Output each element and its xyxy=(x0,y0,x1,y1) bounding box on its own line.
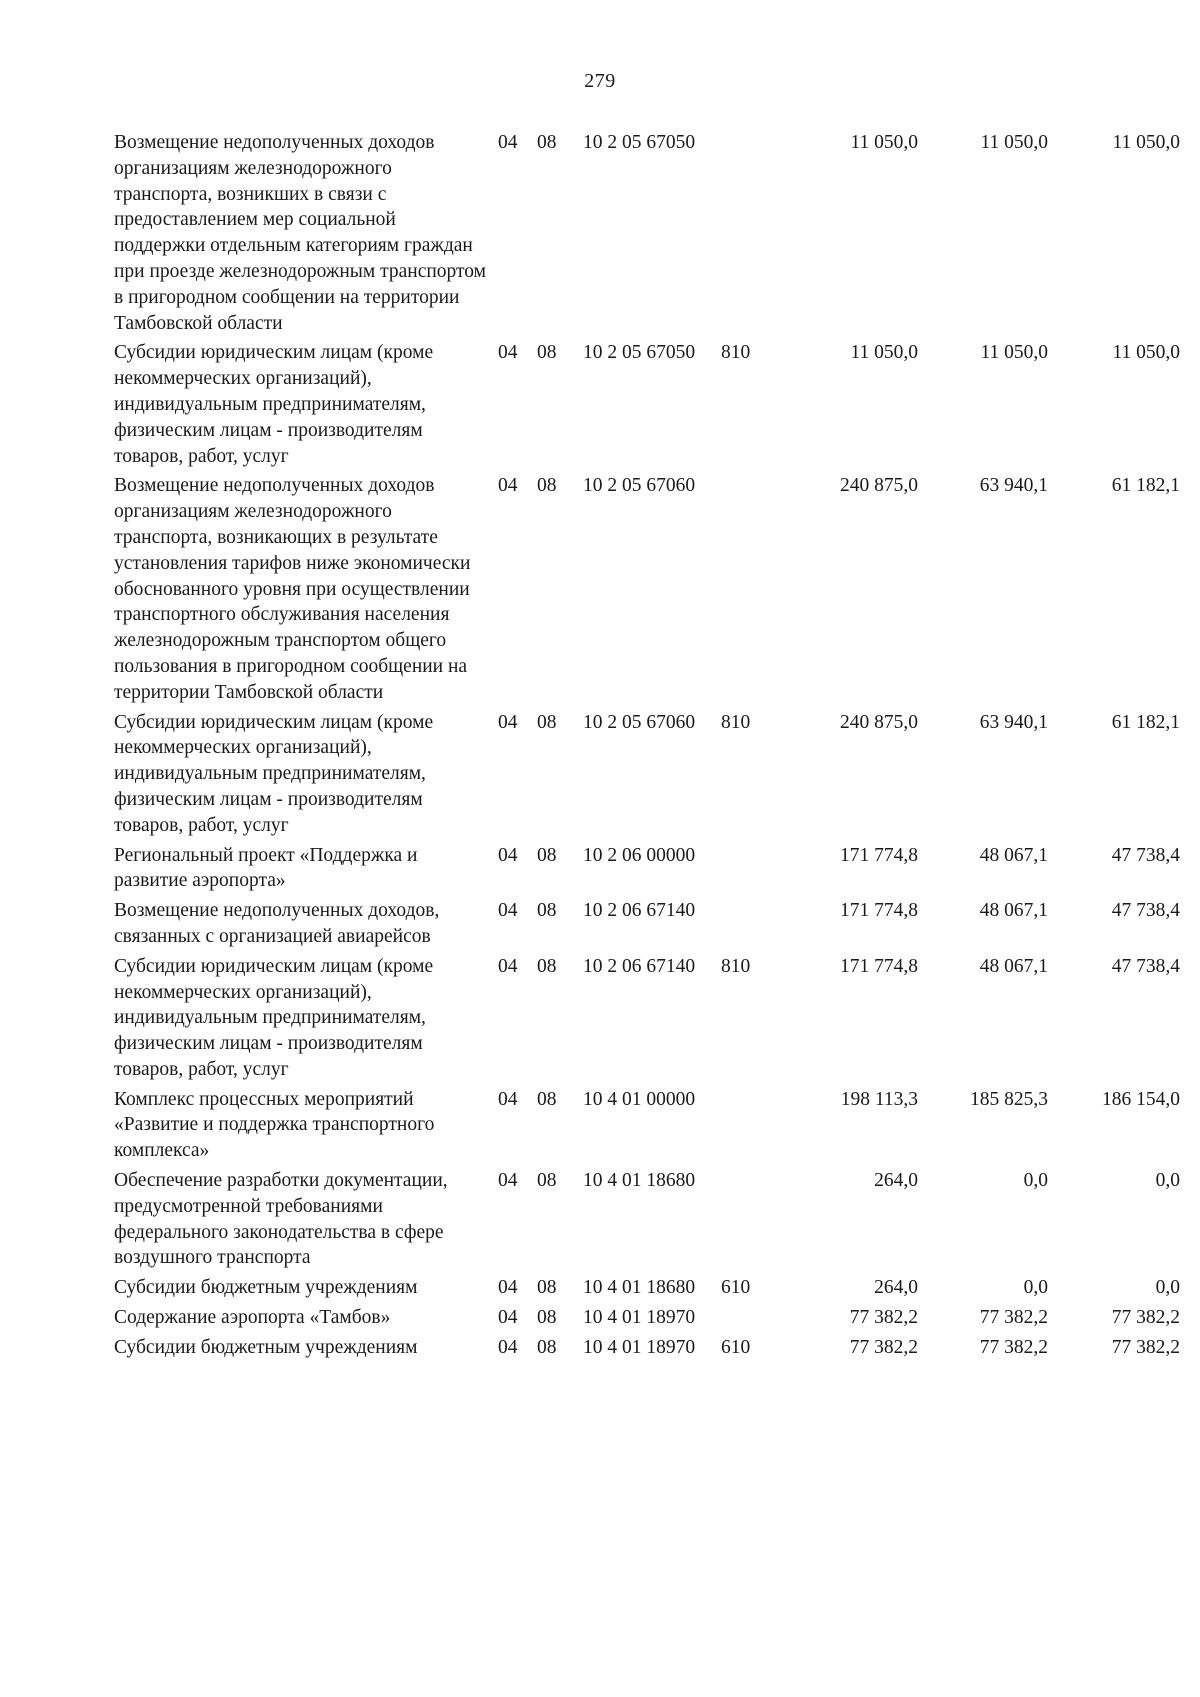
row-expense-type: 810 xyxy=(721,711,751,733)
budget-table xyxy=(114,130,1180,1361)
row-target-code: 10 2 06 67140 xyxy=(583,900,696,922)
row-target-code: 10 4 01 18680 xyxy=(583,1170,696,1192)
row-amount-3: 11 050,0 xyxy=(1112,132,1180,153)
page-number: 279 xyxy=(584,70,616,92)
row-amount-3: 47 738,4 xyxy=(1111,844,1180,866)
row-target-code: 10 2 06 67140 xyxy=(583,955,696,977)
row-amount-3: 61 182,1 xyxy=(1111,475,1180,497)
row-amount-1: 171 774,8 xyxy=(840,955,918,977)
row-target-code: 10 4 01 18970 xyxy=(583,1307,696,1329)
row-description: Возмещение недополученных доходов, связанных с организацией авиарейсов xyxy=(114,900,440,947)
row-amount-2: 77 382,2 xyxy=(979,1336,1048,1358)
row-description: Обеспечение разработки документации, предусмотренной требованиями федерального законодательства в сфере воздушного транспорта xyxy=(114,1170,448,1269)
row-amount-1: 171 774,8 xyxy=(840,844,918,866)
row-amount-3: 77 382,2 xyxy=(1111,1307,1180,1329)
row-amount-2: 48 067,1 xyxy=(979,900,1048,922)
table-row xyxy=(114,1275,1180,1301)
row-expense-type: 810 xyxy=(721,342,751,364)
row-subsection: 08 xyxy=(537,1088,557,1110)
row-amount-3: 186 154,0 xyxy=(1102,1088,1180,1110)
row-description: Субсидии юридическим лицам (кроме некоммерческих организаций), индивидуальным предпринимателям, физическим лицам - производителям товаров, работ, услуг xyxy=(114,955,434,1080)
row-section: 04 xyxy=(498,900,518,922)
row-description: Субсидии юридическим лицам (кроме некоммерческих организаций), индивидуальным предпринимателям, физическим лицам - производителям товаров, работ, услуг xyxy=(114,711,434,836)
row-subsection: 08 xyxy=(537,900,557,922)
table-row xyxy=(114,1168,1180,1271)
row-amount-2: 63 940,1 xyxy=(979,475,1048,497)
row-amount-1: 240 875,0 xyxy=(840,711,918,733)
row-subsection: 08 xyxy=(537,1336,557,1358)
row-amount-1: 77 382,2 xyxy=(849,1336,918,1358)
row-target-code: 10 4 01 18680 xyxy=(583,1277,696,1299)
row-expense-type: 810 xyxy=(721,955,751,977)
row-target-code: 10 2 05 67050 xyxy=(583,132,696,153)
row-amount-3: 0,0 xyxy=(1155,1170,1180,1192)
row-amount-3: 61 182,1 xyxy=(1111,711,1180,733)
row-amount-1: 264,0 xyxy=(874,1170,918,1192)
row-amount-1: 11 050,0 xyxy=(850,132,918,153)
row-amount-3: 0,0 xyxy=(1155,1277,1180,1299)
table-body xyxy=(114,130,1180,1361)
row-section: 04 xyxy=(498,1088,518,1110)
row-subsection: 08 xyxy=(537,955,557,977)
row-amount-2: 185 825,3 xyxy=(970,1088,1048,1110)
row-section: 04 xyxy=(498,475,518,497)
row-amount-2: 0,0 xyxy=(1023,1277,1048,1299)
row-description: Возмещение недополученных доходов организациям железнодорожного транспорта, возникающих в результате установления тарифов ниже экономически обоснованного уровня при осуществлении транспортного обслуживания населения железнодорожным транспортом общего пользования в пригородном сообщении на территории Тамбовской области xyxy=(114,475,471,703)
row-target-code: 10 2 06 00000 xyxy=(583,844,696,866)
row-amount-2: 48 067,1 xyxy=(979,955,1048,977)
table-row xyxy=(114,954,1180,1083)
row-section: 04 xyxy=(498,711,518,733)
row-amount-1: 264,0 xyxy=(874,1277,918,1299)
row-target-code: 10 2 05 67050 xyxy=(583,342,696,364)
row-subsection: 08 xyxy=(537,844,557,866)
row-amount-1: 240 875,0 xyxy=(840,475,918,497)
row-section: 04 xyxy=(498,132,518,153)
row-amount-3: 47 738,4 xyxy=(1111,900,1180,922)
row-description: Субсидии юридическим лицам (кроме некоммерческих организаций), индивидуальным предпринимателям, физическим лицам - производителям товаров, работ, услуг xyxy=(114,342,434,467)
table-row xyxy=(114,710,1180,839)
row-target-code: 10 2 05 67060 xyxy=(583,711,696,733)
row-target-code: 10 4 01 18970 xyxy=(583,1336,696,1358)
row-amount-1: 11 050,0 xyxy=(850,342,918,364)
row-section: 04 xyxy=(498,955,518,977)
row-amount-3: 11 050,0 xyxy=(1112,342,1180,364)
table-row xyxy=(114,898,1180,950)
row-section: 04 xyxy=(498,844,518,866)
row-amount-3: 77 382,2 xyxy=(1111,1336,1180,1358)
table-row xyxy=(114,1305,1180,1331)
row-subsection: 08 xyxy=(537,342,557,364)
table-row xyxy=(114,1087,1180,1164)
row-section: 04 xyxy=(498,1307,518,1329)
table-row xyxy=(114,130,1180,336)
table-row xyxy=(114,1335,1180,1361)
row-amount-1: 77 382,2 xyxy=(849,1307,918,1329)
row-target-code: 10 4 01 00000 xyxy=(583,1088,696,1110)
table-row xyxy=(114,473,1180,705)
row-description: Субсидии бюджетным учреждениям xyxy=(114,1277,418,1299)
row-subsection: 08 xyxy=(537,1170,557,1192)
row-amount-2: 11 050,0 xyxy=(980,132,1048,153)
row-section: 04 xyxy=(498,342,518,364)
row-subsection: 08 xyxy=(537,1277,557,1299)
row-section: 04 xyxy=(498,1277,518,1299)
row-target-code: 10 2 05 67060 xyxy=(583,475,696,497)
row-section: 04 xyxy=(498,1336,518,1358)
row-amount-3: 47 738,4 xyxy=(1111,955,1180,977)
row-expense-type: 610 xyxy=(721,1336,751,1358)
row-amount-2: 0,0 xyxy=(1023,1170,1048,1192)
row-amount-2: 77 382,2 xyxy=(979,1307,1048,1329)
row-description: Региональный проект «Поддержка и развитие аэропорта» xyxy=(114,844,418,892)
row-section: 04 xyxy=(498,1170,518,1192)
row-amount-2: 11 050,0 xyxy=(980,342,1048,364)
row-description: Субсидии бюджетным учреждениям xyxy=(114,1336,418,1358)
row-amount-2: 63 940,1 xyxy=(979,711,1048,733)
row-subsection: 08 xyxy=(537,1307,557,1329)
row-amount-1: 198 113,3 xyxy=(840,1088,918,1110)
row-expense-type: 610 xyxy=(721,1277,751,1299)
row-subsection: 08 xyxy=(537,711,557,733)
row-subsection: 08 xyxy=(537,475,557,497)
row-amount-1: 171 774,8 xyxy=(840,900,918,922)
table-row xyxy=(114,340,1180,469)
table-row xyxy=(114,843,1180,895)
row-description: Содержание аэропорта «Тамбов» xyxy=(114,1307,391,1329)
row-description: Комплекс процессных мероприятий «Развитие и поддержка транспортного комплекса» xyxy=(114,1088,435,1162)
row-amount-2: 48 067,1 xyxy=(979,844,1048,866)
row-subsection: 08 xyxy=(537,132,557,153)
row-description: Возмещение недополученных доходов организациям железнодорожного транспорта, возникших в связи с предоставлением мер социальной поддержки отдельным категориям граждан при проезде железнодорожным транспортом в пригородном сообщении на территории Тамбовской области xyxy=(114,132,487,334)
